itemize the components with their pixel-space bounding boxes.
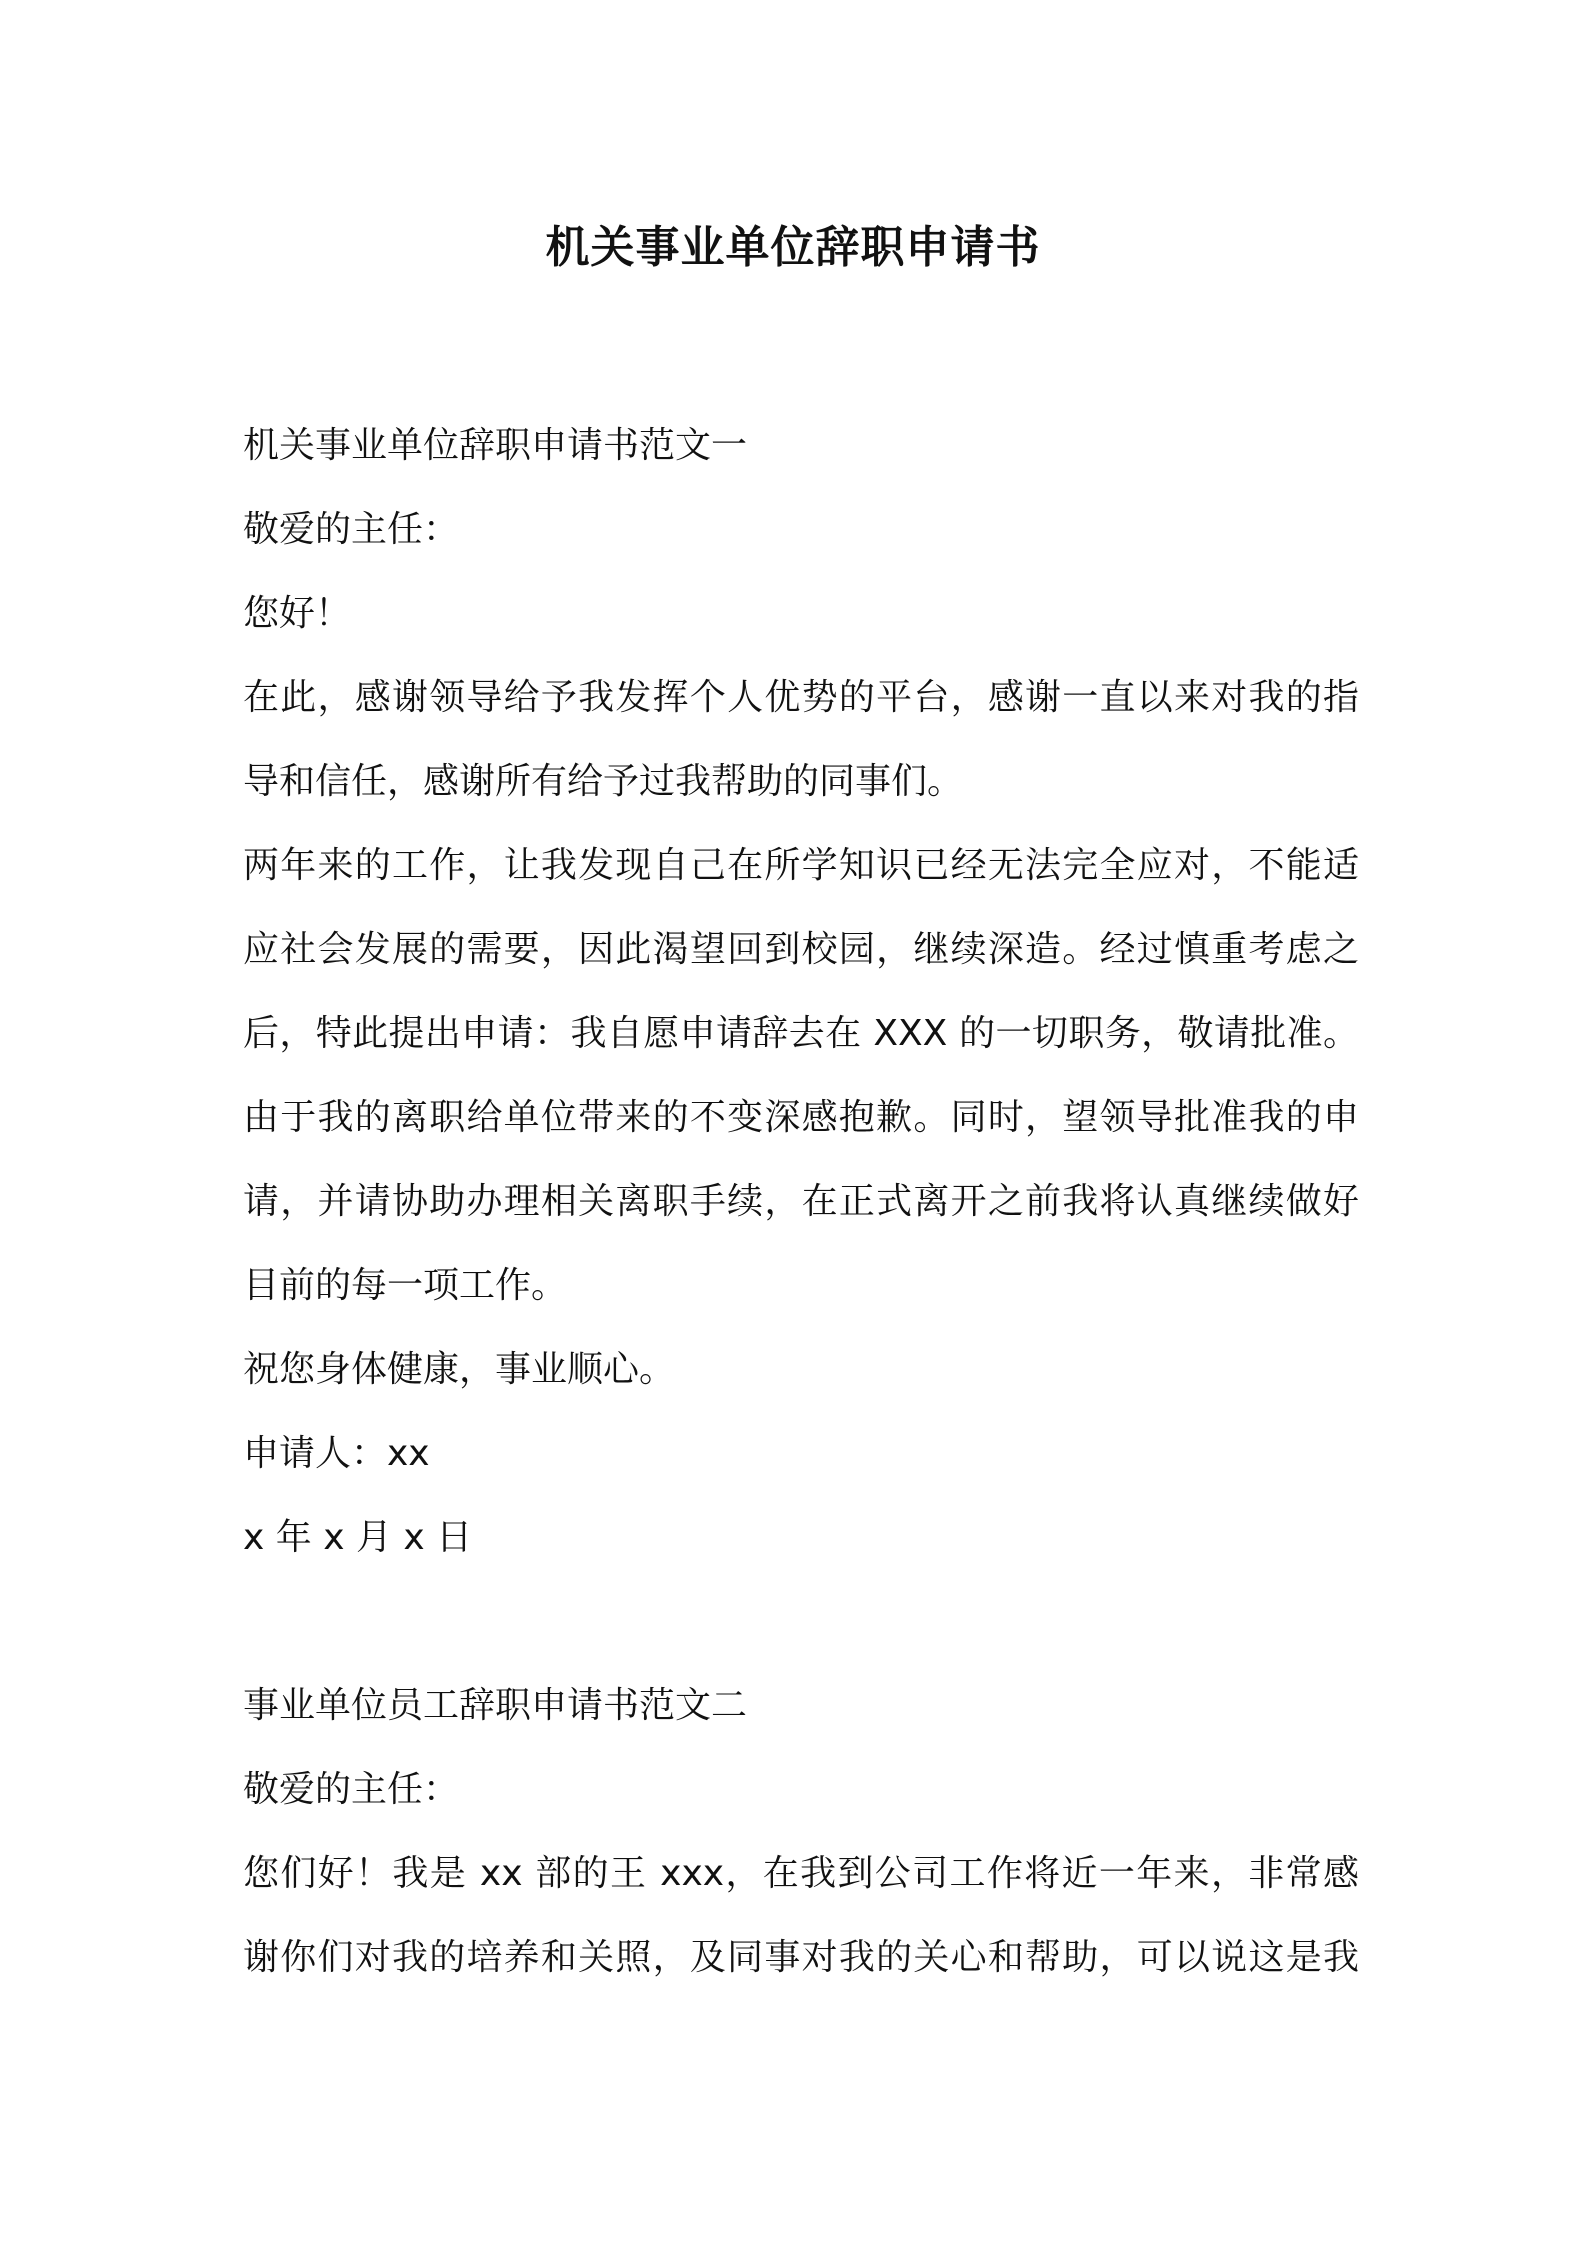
sample1-para3-line3: 目前的每一项工作。 xyxy=(243,1265,568,1306)
sample1-para3-line1: 由于我的离职给单位带来的不变深感抱歉。同时，望领导批准我的申 xyxy=(243,1097,1359,1138)
sample1-para2-line3: 后，特此提出申请：我自愿申请辞去在 XXX 的一切职务，敬请批准。 xyxy=(243,1013,1359,1054)
sample1-para3-line2: 请，并请协助办理相关离职手续，在正式离开之前我将认真继续做好 xyxy=(243,1181,1359,1222)
sample1-para1-line1: 在此，感谢领导给予我发挥个人优势的平台，感谢一直以来对我的指 xyxy=(243,677,1359,718)
sample1-closing: 祝您身体健康，事业顺心。 xyxy=(243,1349,676,1390)
sample2-salutation: 敬爱的主任： xyxy=(243,1769,460,1810)
sample1-applicant: 申请人：xx xyxy=(243,1433,430,1474)
sample1-date: x 年 x 月 x 日 xyxy=(243,1517,473,1558)
sample2-para1-line1: 您们好！我是 xx 部的王 xxx，在我到公司工作将近一年来，非常感 xyxy=(243,1853,1359,1894)
sample1-heading: 机关事业单位辞职申请书范文一 xyxy=(243,425,748,466)
sample2-heading: 事业单位员工辞职申请书范文二 xyxy=(243,1685,748,1726)
sample1-salutation: 敬爱的主任： xyxy=(243,509,460,550)
document-title: 机关事业单位辞职申请书 xyxy=(545,222,1041,273)
sample1-para1-line2: 导和信任，感谢所有给予过我帮助的同事们。 xyxy=(243,761,964,802)
sample1-greeting: 您好！ xyxy=(243,593,352,634)
sample1-para2-line1: 两年来的工作，让我发现自己在所学知识已经无法完全应对，不能适 xyxy=(243,845,1359,886)
section-gap xyxy=(243,1580,1359,1664)
sample1-para2-line2: 应社会发展的需要，因此渴望回到校园，继续深造。经过慎重考虑之 xyxy=(243,929,1359,970)
document-body xyxy=(243,404,1359,2000)
sample2-para1-line2: 谢你们对我的培养和关照，及同事对我的关心和帮助，可以说这是我 xyxy=(243,1937,1359,1978)
